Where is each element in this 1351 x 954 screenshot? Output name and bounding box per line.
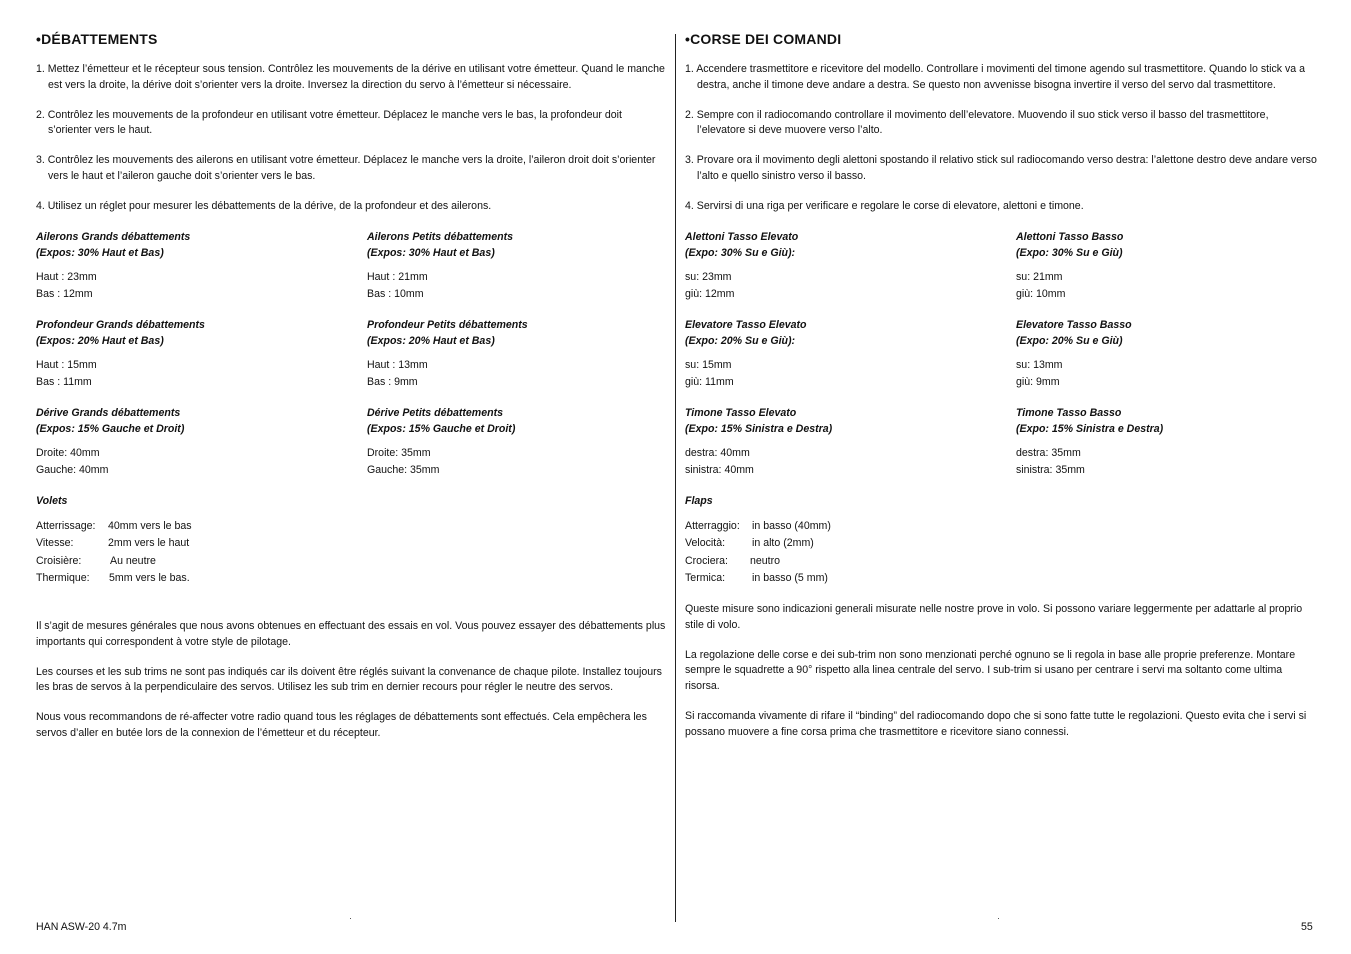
throw-value: giù: 12mm xyxy=(685,288,735,301)
flaps-value: in basso (5 mm) xyxy=(752,572,828,585)
throw-expo: (Expos: 20% Haut et Bas) xyxy=(367,334,495,347)
throw-value: su: 21mm xyxy=(1016,270,1063,283)
throw-expo: (Expo: 20% Su e Giù): xyxy=(685,334,796,347)
throw-heading: Ailerons Petits débattements xyxy=(367,231,513,243)
flaps-block xyxy=(36,494,336,588)
step-item: 2. Sempre con il radiocomando controllare il movimento dell’elevatore. Muovendo il suo stick verso il basso del trasmettitore, l’elevatore si deve muovere verso l’alto. xyxy=(685,108,1269,137)
throw-value: destra: 40mm xyxy=(685,446,750,459)
throw-expo: (Expos: 15% Gauche et Droit) xyxy=(36,422,185,435)
throw-block xyxy=(685,230,985,303)
throw-value: Haut : 13mm xyxy=(367,358,428,371)
notes xyxy=(36,619,668,756)
flaps-table xyxy=(685,518,831,588)
flaps-heading: Flaps xyxy=(685,495,713,507)
throw-value: giù: 9mm xyxy=(1016,376,1060,389)
throw-value: sinistra: 40mm xyxy=(685,464,754,477)
flaps-key: Atterraggio: xyxy=(685,519,740,532)
step-item: 4. Servirsi di una riga per verificare e regolare le corse di elevatore, alettoni e timone. xyxy=(685,199,1084,212)
throw-heading: Dérive Grands débattements xyxy=(36,407,181,419)
flaps-key: Termica: xyxy=(685,572,726,585)
throw-block xyxy=(36,406,336,479)
throw-value: giù: 10mm xyxy=(1016,288,1066,301)
note-paragraph: La regolazione delle corse e dei sub-trim non sono menzionati perché ognuno se li regola in base alle proprie preferenze. Montare sempre le squadrette a 90° rispetto alla linea centrale del servo. I sub-trim si usano per centrare i servi ma soltanto come ultima risorsa. xyxy=(685,648,1296,693)
throw-value: Bas : 12mm xyxy=(36,288,93,301)
flaps-key: Vitesse: xyxy=(36,537,74,550)
throw-value: Haut : 15mm xyxy=(36,358,97,371)
throw-block xyxy=(36,230,336,303)
flaps-key: Velocità: xyxy=(685,537,726,550)
throw-heading: Timone Tasso Elevato xyxy=(685,407,797,419)
throw-block xyxy=(367,230,667,303)
throw-block xyxy=(1016,406,1316,479)
throw-heading: Alettoni Tasso Basso xyxy=(1016,231,1124,243)
flaps-value: neutro xyxy=(750,554,781,567)
notes xyxy=(685,602,1317,755)
throw-expo: (Expo: 30% Su e Giù): xyxy=(685,246,796,259)
throw-heading: Profondeur Petits débattements xyxy=(367,319,528,331)
throw-value: Gauche: 35mm xyxy=(367,464,440,477)
note-paragraph: Queste misure sono indicazioni generali misurate nelle nostre prove in volo. Si possono variare leggermente per adattarle al proprio stile di volo. xyxy=(685,603,1303,631)
throw-expo: (Expo: 15% Sinistra e Destra) xyxy=(685,422,833,435)
throw-value: Droite: 35mm xyxy=(367,446,431,459)
throw-value: su: 13mm xyxy=(1016,358,1063,371)
throw-value: su: 15mm xyxy=(685,358,732,371)
flaps-value: 40mm vers le bas xyxy=(108,519,192,532)
throw-heading: Timone Tasso Basso xyxy=(1016,407,1122,419)
throw-heading: Ailerons Grands débattements xyxy=(36,231,191,243)
flaps-key: Crociera: xyxy=(685,554,728,567)
flaps-row xyxy=(36,518,192,536)
throw-value: Gauche: 40mm xyxy=(36,464,109,477)
throw-block xyxy=(685,318,985,391)
throw-expo: (Expos: 20% Haut et Bas) xyxy=(36,334,164,347)
center-mark xyxy=(350,918,351,919)
flaps-value: in alto (2mm) xyxy=(752,537,814,550)
flaps-row xyxy=(36,535,192,553)
throw-expo: (Expo: 30% Su e Giù) xyxy=(1016,246,1123,259)
throw-block xyxy=(36,318,336,391)
flaps-row xyxy=(685,535,831,553)
step-item: 1. Mettez l’émetteur et le récepteur sous tension. Contrôlez les mouvements de la dérive en utilisant votre émetteur. Quand le manche est vers la droite, la dérive doit s’orienter vers la droite. Inversez la direction du servo à l’émetteur si nécessaire. xyxy=(36,63,665,91)
note-paragraph: Nous vous recommandons de ré-affecter votre radio quand tous les réglages de débattements sont effectués. Cela empêchera les servos d’aller en butée lors de la connexion de l’émetteur et du récepteur. xyxy=(36,711,647,739)
steps-list xyxy=(685,62,1317,229)
throw-value: giù: 11mm xyxy=(685,376,734,389)
flaps-table xyxy=(36,518,192,588)
throw-value: sinistra: 35mm xyxy=(1016,464,1085,477)
flaps-key: Croisière: xyxy=(36,554,82,567)
throw-block xyxy=(1016,230,1316,303)
note-paragraph: Les courses et les sub trims ne sont pas indiqués car ils doivent être réglés suivant la convenance de chaque pilote. Installez toujours les bras de servos à la perpendiculaire des servos. Utilisez les sub trim en dernier recours pour régler le neutre des servos. xyxy=(36,665,662,694)
step-item: 1. Accendere trasmettitore e ricevitore del modello. Controllare i movimenti del timone agendo sul trasmettitore. Quando lo stick va a destra, anche il timone deve andare a destra. Se questo non avvenisse bisogna invertire il verso del servo dal trasmettitore. xyxy=(685,63,1306,91)
page-divider xyxy=(675,34,676,922)
throw-heading: Dérive Petits débattements xyxy=(367,407,504,419)
step-item: 3. Provare ora il movimento degli alettoni spostando il relativo stick sul radiocomando verso destra: l’alettone destro deve andare verso l’alto e quello sinistro verso il basso. xyxy=(685,154,1317,182)
throw-block xyxy=(367,318,667,391)
throw-value: Haut : 23mm xyxy=(36,270,97,283)
throw-heading: Elevatore Tasso Basso xyxy=(1016,319,1132,331)
flaps-row xyxy=(36,553,192,571)
note-paragraph: Si raccomanda vivamente di rifare il “binding” del radiocomando dopo che si sono fatte tutte le regolazioni. Questo evita che i servi si possano muovere a fine corsa prima che trasmettitore e ricevitore siano connessi. xyxy=(685,709,1307,738)
step-item: 3. Contrôlez les mouvements des ailerons en utilisant votre émetteur. Déplacez le manche vers la droite, l’aileron droit doit s’orienter vers le haut et l’aileron gauche doit s’orienter vers le bas. xyxy=(36,154,656,182)
flaps-block xyxy=(685,494,985,588)
throw-heading: Profondeur Grands débattements xyxy=(36,319,205,331)
throw-value: destra: 35mm xyxy=(1016,446,1081,459)
page-number: 55 xyxy=(1301,921,1313,933)
flaps-value: 5mm vers le bas. xyxy=(109,572,190,585)
throw-value: Bas : 11mm xyxy=(36,376,92,389)
throw-value: Bas : 10mm xyxy=(367,288,424,301)
throw-value: Haut : 21mm xyxy=(367,270,428,283)
flaps-heading: Volets xyxy=(36,495,68,507)
flaps-row xyxy=(685,570,831,588)
flaps-row xyxy=(685,553,831,571)
center-mark xyxy=(998,918,999,919)
step-item: 4. Utilisez un réglet pour mesurer les débattements de la dérive, de la profondeur et des ailerons. xyxy=(36,199,492,212)
step-item: 2. Contrôlez les mouvements de la profondeur en utilisant votre émetteur. Déplacez le manche vers le bas, la profondeur doit s’orienter vers le haut. xyxy=(36,108,622,137)
section-title: •DÉBATTEMENTS xyxy=(36,31,158,47)
throw-expo: (Expos: 30% Haut et Bas) xyxy=(367,246,495,259)
throw-expo: (Expo: 15% Sinistra e Destra) xyxy=(1016,422,1164,435)
throw-expo: (Expos: 30% Haut et Bas) xyxy=(36,246,164,259)
flaps-value: Au neutre xyxy=(110,554,156,567)
throw-value: Bas : 9mm xyxy=(367,376,418,389)
throw-value: Droite: 40mm xyxy=(36,446,100,459)
flaps-key: Atterrissage: xyxy=(36,519,96,532)
throw-expo: (Expos: 15% Gauche et Droit) xyxy=(367,422,516,435)
footer-model: HAN ASW-20 4.7m xyxy=(36,921,127,933)
throw-heading: Alettoni Tasso Elevato xyxy=(685,231,799,243)
throw-value: su: 23mm xyxy=(685,270,732,283)
flaps-value: in basso (40mm) xyxy=(752,519,831,532)
flaps-value: 2mm vers le haut xyxy=(108,537,190,550)
note-paragraph: Il s’agit de mesures générales que nous avons obtenues en effectuant des essais en vol. Vous pouvez essayer des débattements plus importants qui correspondent à votre style de pilotage. xyxy=(36,620,666,648)
throw-heading: Elevatore Tasso Elevato xyxy=(685,319,807,331)
throw-block xyxy=(1016,318,1316,391)
throw-block xyxy=(367,406,667,479)
steps-list xyxy=(36,62,668,229)
throw-expo: (Expo: 20% Su e Giù) xyxy=(1016,334,1123,347)
section-title: •CORSE DEI COMANDI xyxy=(685,31,842,47)
flaps-row xyxy=(685,518,831,536)
flaps-row xyxy=(36,570,192,588)
throw-block xyxy=(685,406,985,479)
flaps-key: Thermique: xyxy=(36,572,90,585)
